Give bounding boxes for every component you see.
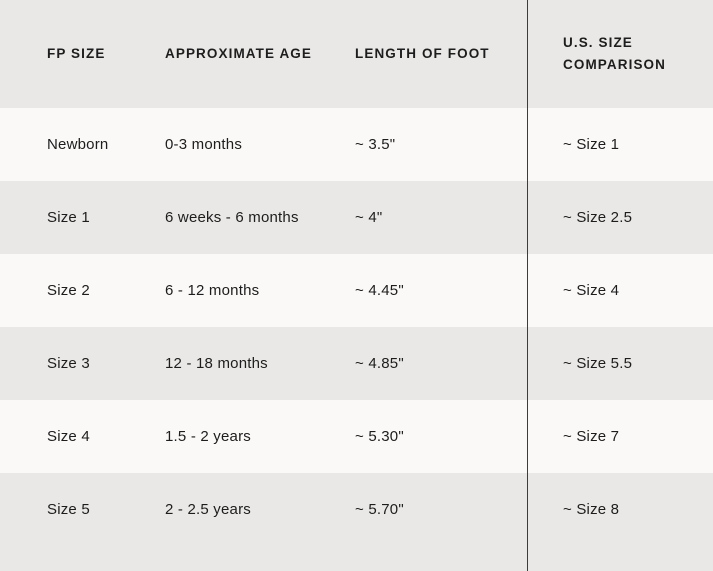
table-header-row: [0, 0, 713, 108]
cell-length-of-foot: ~ 4.45": [355, 282, 404, 299]
cell-us-size: ~ Size 8: [563, 501, 620, 518]
cell-fp-size: Newborn: [47, 136, 109, 153]
cell-us-size: ~ Size 1: [563, 136, 620, 153]
table-row-size-2: [0, 254, 713, 327]
table-row-newborn: [0, 108, 713, 181]
column-header-fp-size: FP SIZE: [47, 46, 106, 62]
cell-approximate-age: 1.5 - 2 years: [165, 428, 251, 445]
cell-length-of-foot: ~ 4": [355, 209, 383, 226]
cell-fp-size: Size 1: [47, 209, 90, 226]
table-row-size-5: [0, 473, 713, 571]
cell-fp-size: Size 5: [47, 501, 90, 518]
cell-length-of-foot: ~ 5.70": [355, 501, 404, 518]
table-row-size-1: [0, 181, 713, 254]
column-header-us-size-comparison: U.S. SIZE COMPARISON: [563, 35, 667, 72]
cell-us-size: ~ Size 7: [563, 428, 620, 445]
cell-length-of-foot: ~ 5.30": [355, 428, 404, 445]
cell-length-of-foot: ~ 3.5": [355, 136, 396, 153]
table-row-size-4: [0, 400, 713, 473]
cell-us-size: ~ Size 5.5: [563, 355, 633, 372]
cell-approximate-age: 6 - 12 months: [165, 282, 260, 299]
column-header-length-of-foot: LENGTH OF FOOT: [355, 46, 490, 62]
cell-fp-size: Size 3: [47, 355, 90, 372]
cell-us-size: ~ Size 4: [563, 282, 620, 299]
table-row-size-3: [0, 327, 713, 400]
cell-approximate-age: 12 - 18 months: [165, 355, 268, 372]
cell-fp-size: Size 4: [47, 428, 90, 445]
column-header-approximate-age: APPROXIMATE AGE: [165, 46, 313, 62]
cell-fp-size: Size 2: [47, 282, 90, 299]
cell-approximate-age: 6 weeks - 6 months: [165, 209, 299, 226]
column-divider-line: [527, 0, 528, 571]
cell-approximate-age: 2 - 2.5 years: [165, 501, 251, 518]
cell-length-of-foot: ~ 4.85": [355, 355, 404, 372]
cell-us-size: ~ Size 2.5: [563, 209, 633, 226]
cell-approximate-age: 0-3 months: [165, 136, 243, 153]
